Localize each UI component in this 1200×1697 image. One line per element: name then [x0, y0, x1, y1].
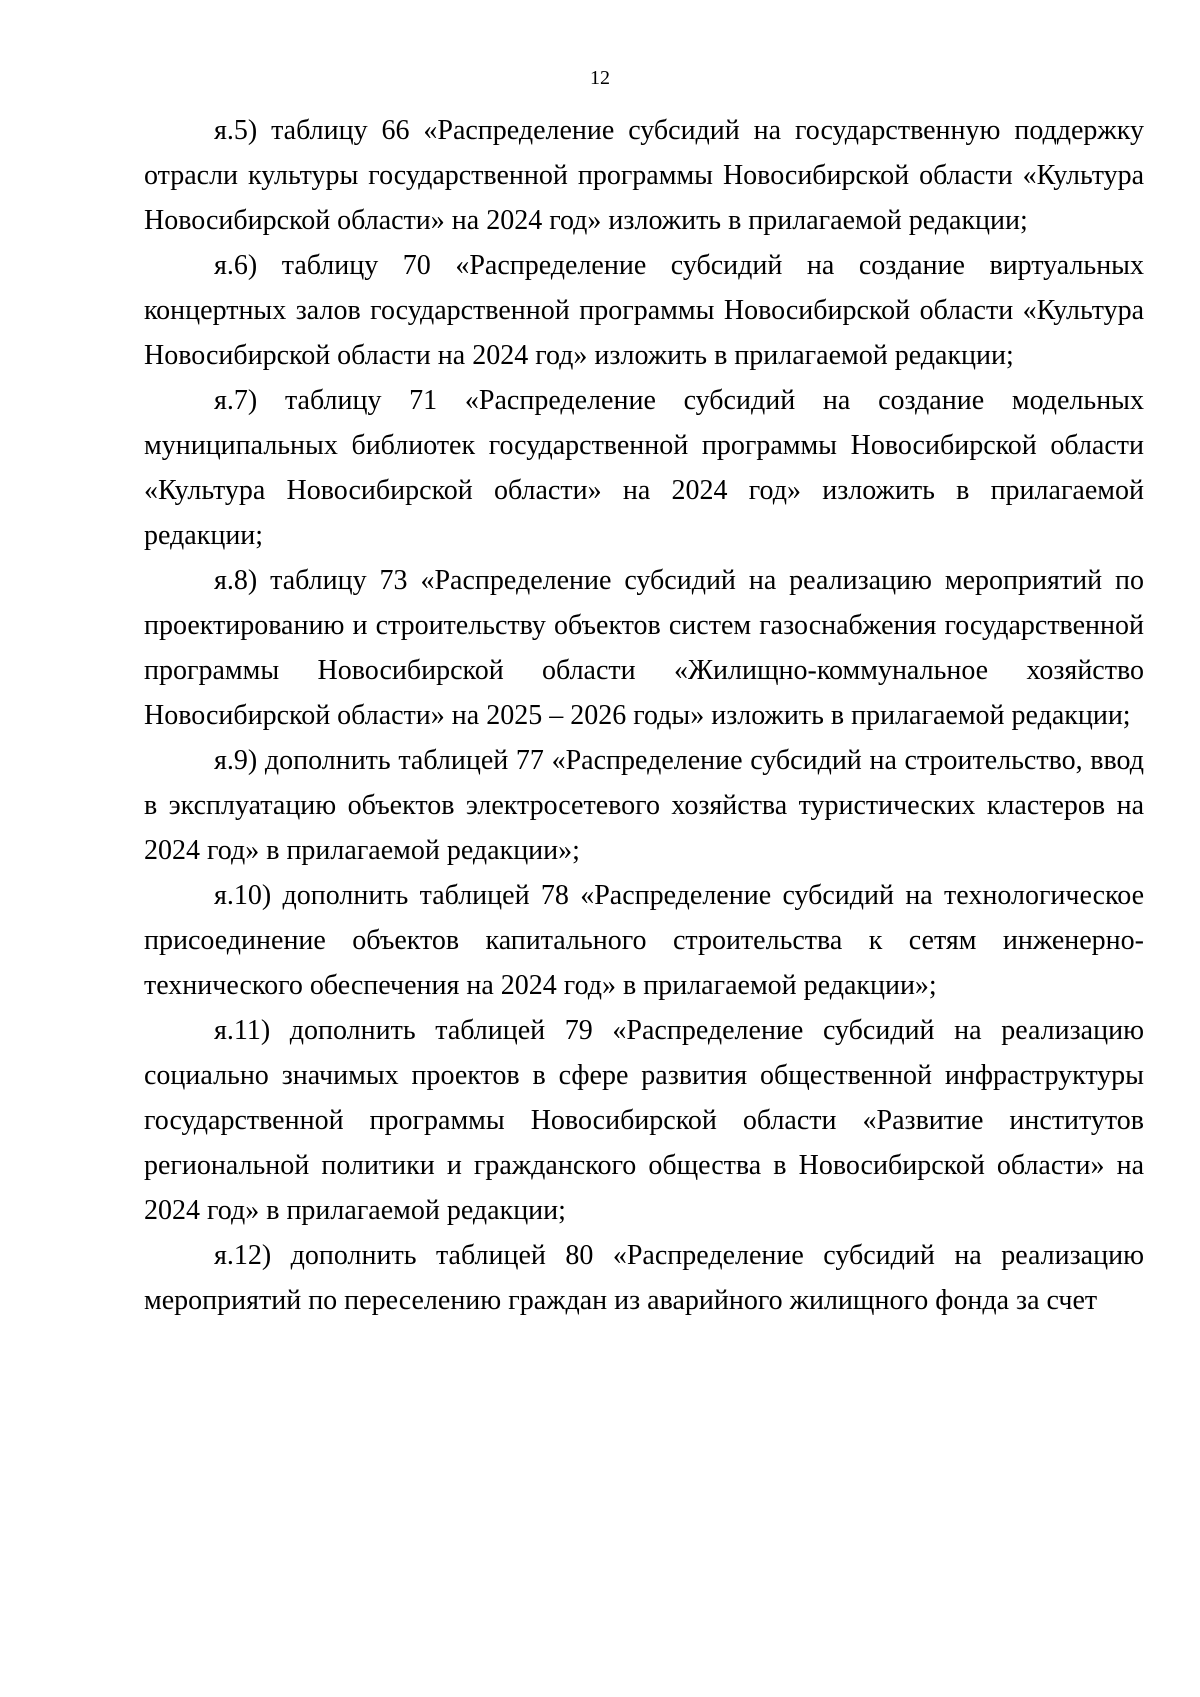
- paragraph-ya10: я.10) дополнить таблицей 78 «Распределение субсидий на технологическое присоединение объектов капитального строительства к сетям инженерно-технического обеспечения на 2024 год» в прилагаемой редакции»;: [144, 880, 1144, 1001]
- paragraph-ya12: я.12) дополнить таблицей 80 «Распределение субсидий на реализацию мероприятий по переселению граждан из аварийного жилищного фонда за счет: [144, 1240, 1144, 1316]
- paragraph-ya9: я.9) дополнить таблицей 77 «Распределение субсидий на строительство, ввод в эксплуатацию объектов электросетевого хозяйства туристических кластеров на 2024 год» в прилагаемой редакции»;: [144, 745, 1144, 866]
- document-body: [144, 108, 1144, 1323]
- paragraph-ya8: я.8) таблицу 73 «Распределение субсидий на реализацию мероприятий по проектированию и строительству объектов систем газоснабжения государственной программы Новосибирской области «Жилищно-коммунальное хозяйство Новосибирской области» на 2025 – 2026 годы» изложить в прилагаемой редакции;: [144, 565, 1144, 731]
- paragraph-ya5: я.5) таблицу 66 «Распределение субсидий на государственную поддержку отрасли культуры государственной программы Новосибирской области «Культура Новосибирской области» на 2024 год» изложить в прилагаемой редакции;: [144, 115, 1144, 236]
- paragraph-ya6: я.6) таблицу 70 «Распределение субсидий на создание виртуальных концертных залов государственной программы Новосибирской области «Культура Новосибирской области на 2024 год» изложить в прилагаемой редакции;: [144, 250, 1144, 371]
- page-number: 12: [590, 67, 610, 89]
- paragraph-ya7: я.7) таблицу 71 «Распределение субсидий на создание модельных муниципальных библиотек государственной программы Новосибирской области «Культура Новосибирской области» на 2024 год» изложить в прилагаемой редакции;: [144, 385, 1144, 551]
- paragraph-ya11: я.11) дополнить таблицей 79 «Распределение субсидий на реализацию социально значимых проектов в сфере развития общественной инфраструктуры государственной программы Новосибирской области «Развитие институтов региональной политики и гражданского общества в Новосибирской области» на 2024 год» в прилагаемой редакции;: [144, 1015, 1144, 1226]
